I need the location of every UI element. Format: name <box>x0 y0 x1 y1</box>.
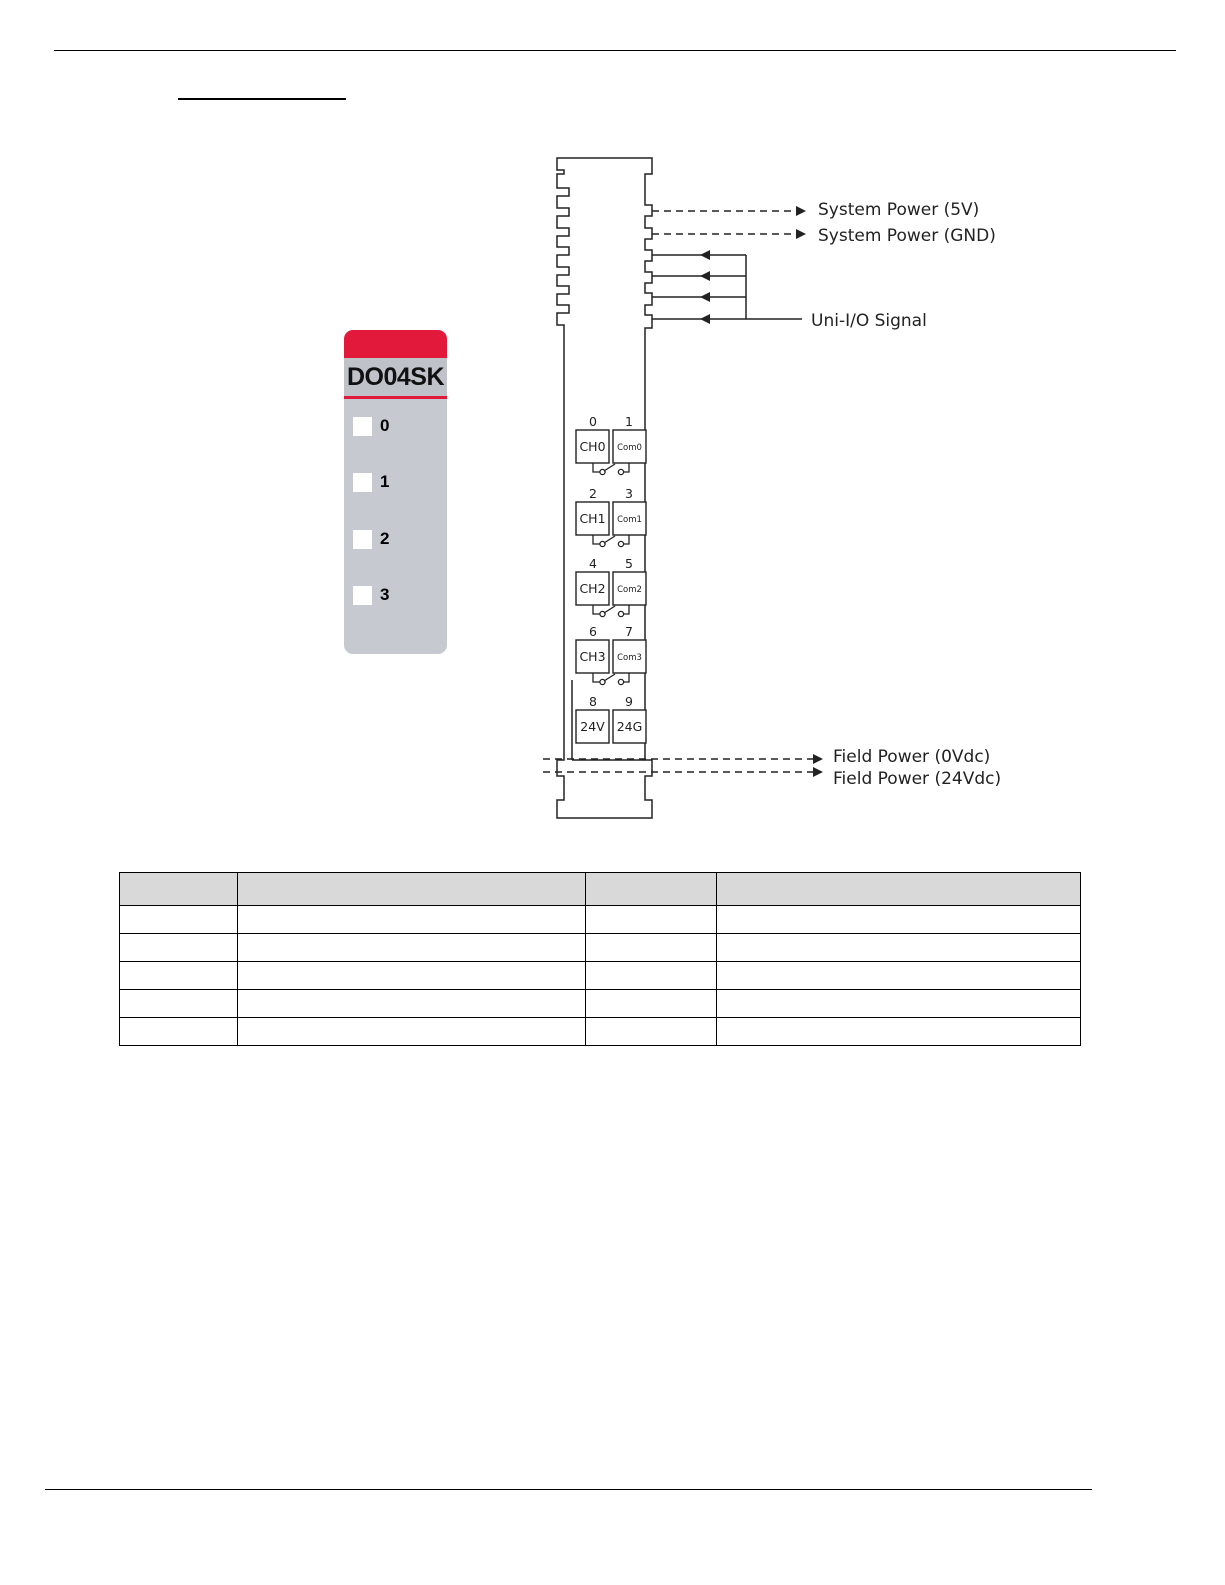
table-row <box>120 934 1081 962</box>
signal-table <box>119 872 1081 1046</box>
pin-number: 3 <box>625 486 633 501</box>
terminal-block-2 <box>576 556 646 617</box>
arrow-head <box>700 292 710 302</box>
arrow-head <box>796 206 806 216</box>
pin-number: 4 <box>589 556 597 571</box>
terminal-label: CH3 <box>579 649 606 664</box>
terminal-label: CH1 <box>579 511 606 526</box>
footer-rule <box>45 1489 1092 1490</box>
relay-switch-icon <box>593 535 629 547</box>
table-header-cell <box>238 873 586 906</box>
relay-switch-icon <box>593 605 629 617</box>
terminal-label: Com3 <box>617 653 642 663</box>
terminal-label: 24V <box>580 719 605 734</box>
terminal-label: Com0 <box>617 443 642 453</box>
arrow-head <box>700 314 710 324</box>
arrow-head <box>796 229 806 239</box>
terminal-block-0 <box>576 414 646 475</box>
arrow-head <box>813 754 823 764</box>
arrow-head <box>700 250 710 260</box>
terminal-label: Com1 <box>617 515 642 525</box>
arrow-head <box>813 767 823 777</box>
module-name: DO04SK <box>344 358 447 399</box>
terminal-label: CH2 <box>579 581 606 596</box>
terminal-label: CH0 <box>579 439 606 454</box>
field-power-24vdc-label: Field Power (24Vdc) <box>833 769 1002 789</box>
pin-number: 2 <box>589 486 597 501</box>
relay-switch-icon <box>593 673 629 685</box>
relay-switch-icon <box>593 463 629 475</box>
table-row <box>120 990 1081 1018</box>
terminal-block-3 <box>576 624 646 685</box>
led-label: 0 <box>380 416 390 435</box>
terminal-label: Com2 <box>617 585 642 595</box>
pin-number: 6 <box>589 624 597 639</box>
table-row <box>120 962 1081 990</box>
table-row <box>120 1018 1081 1046</box>
pin-number: 9 <box>625 694 633 709</box>
table-header-row <box>120 873 1081 906</box>
table-header-cell <box>120 873 238 906</box>
led-label: 1 <box>380 472 390 491</box>
pin-number: 7 <box>625 624 633 639</box>
terminal-block-4 <box>576 694 646 743</box>
arrow-head <box>700 271 710 281</box>
table-header-cell <box>586 873 717 906</box>
pin-number: 5 <box>625 556 633 571</box>
led-label: 3 <box>380 585 390 604</box>
uni-io-signal-label: Uni-I/O Signal <box>811 311 927 331</box>
table-header-cell <box>717 873 1081 906</box>
pin-number: 8 <box>589 694 597 709</box>
pin-number: 1 <box>625 414 633 429</box>
led-label: 2 <box>380 529 390 548</box>
table-row <box>120 906 1081 934</box>
system-power-5v-label: System Power (5V) <box>818 200 980 220</box>
system-power-gnd-label: System Power (GND) <box>818 226 996 246</box>
pin-number: 0 <box>589 414 597 429</box>
terminal-block-1 <box>576 486 646 547</box>
field-power-0vdc-label: Field Power (0Vdc) <box>833 747 991 767</box>
terminal-label: 24G <box>616 719 643 734</box>
